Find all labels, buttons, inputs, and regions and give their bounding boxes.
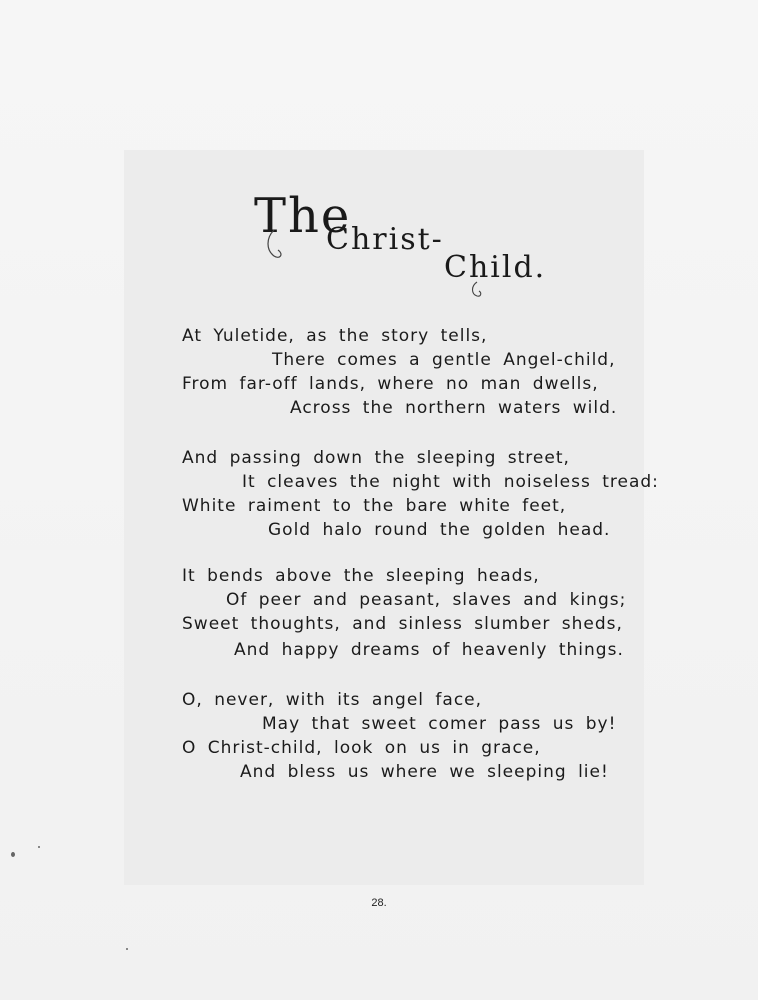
stanza-2-line-4: Gold halo round the golden head.: [268, 520, 611, 540]
stanza-2-line-1: And passing down the sleeping street,: [182, 448, 570, 468]
paper-speck: [38, 846, 40, 848]
title-the: The: [254, 188, 352, 244]
paper-speck: [11, 852, 15, 857]
stanza-4-line-3: O Christ-child, look on us in grace,: [182, 738, 541, 758]
stanza-1-line-1: At Yuletide, as the story tells,: [182, 326, 488, 346]
stanza-1-line-2: There comes a gentle Angel-child,: [272, 350, 616, 370]
title-christ: Christ-: [326, 222, 444, 257]
stanza-3-line-4: And happy dreams of heavenly things.: [234, 640, 624, 660]
stanza-1-line-3: From far-off lands, where no man dwells,: [182, 374, 599, 394]
paper-speck: [126, 948, 128, 950]
stanza-2-line-2: It cleaves the night with noiseless tread:: [242, 472, 659, 492]
stanza-1-line-4: Across the northern waters wild.: [290, 398, 618, 418]
stanza-4-line-1: O, never, with its angel face,: [182, 690, 483, 710]
title-child: Child.: [444, 250, 547, 285]
page-number: 28.: [371, 897, 387, 909]
stanza-3-line-3: Sweet thoughts, and sinless slumber sheds,: [182, 614, 623, 634]
stanza-2-line-3: White raiment to the bare white feet,: [182, 496, 567, 516]
stanza-4-line-2: May that sweet comer pass us by!: [262, 714, 617, 734]
child-flourish-icon: [468, 280, 486, 300]
stanza-3-line-1: It bends above the sleeping heads,: [182, 566, 540, 586]
stanza-4-line-4: And bless us where we sleeping lie!: [240, 762, 609, 782]
title-flourish-icon: [262, 228, 288, 262]
stanza-3-line-2: Of peer and peasant, slaves and kings;: [226, 590, 627, 610]
